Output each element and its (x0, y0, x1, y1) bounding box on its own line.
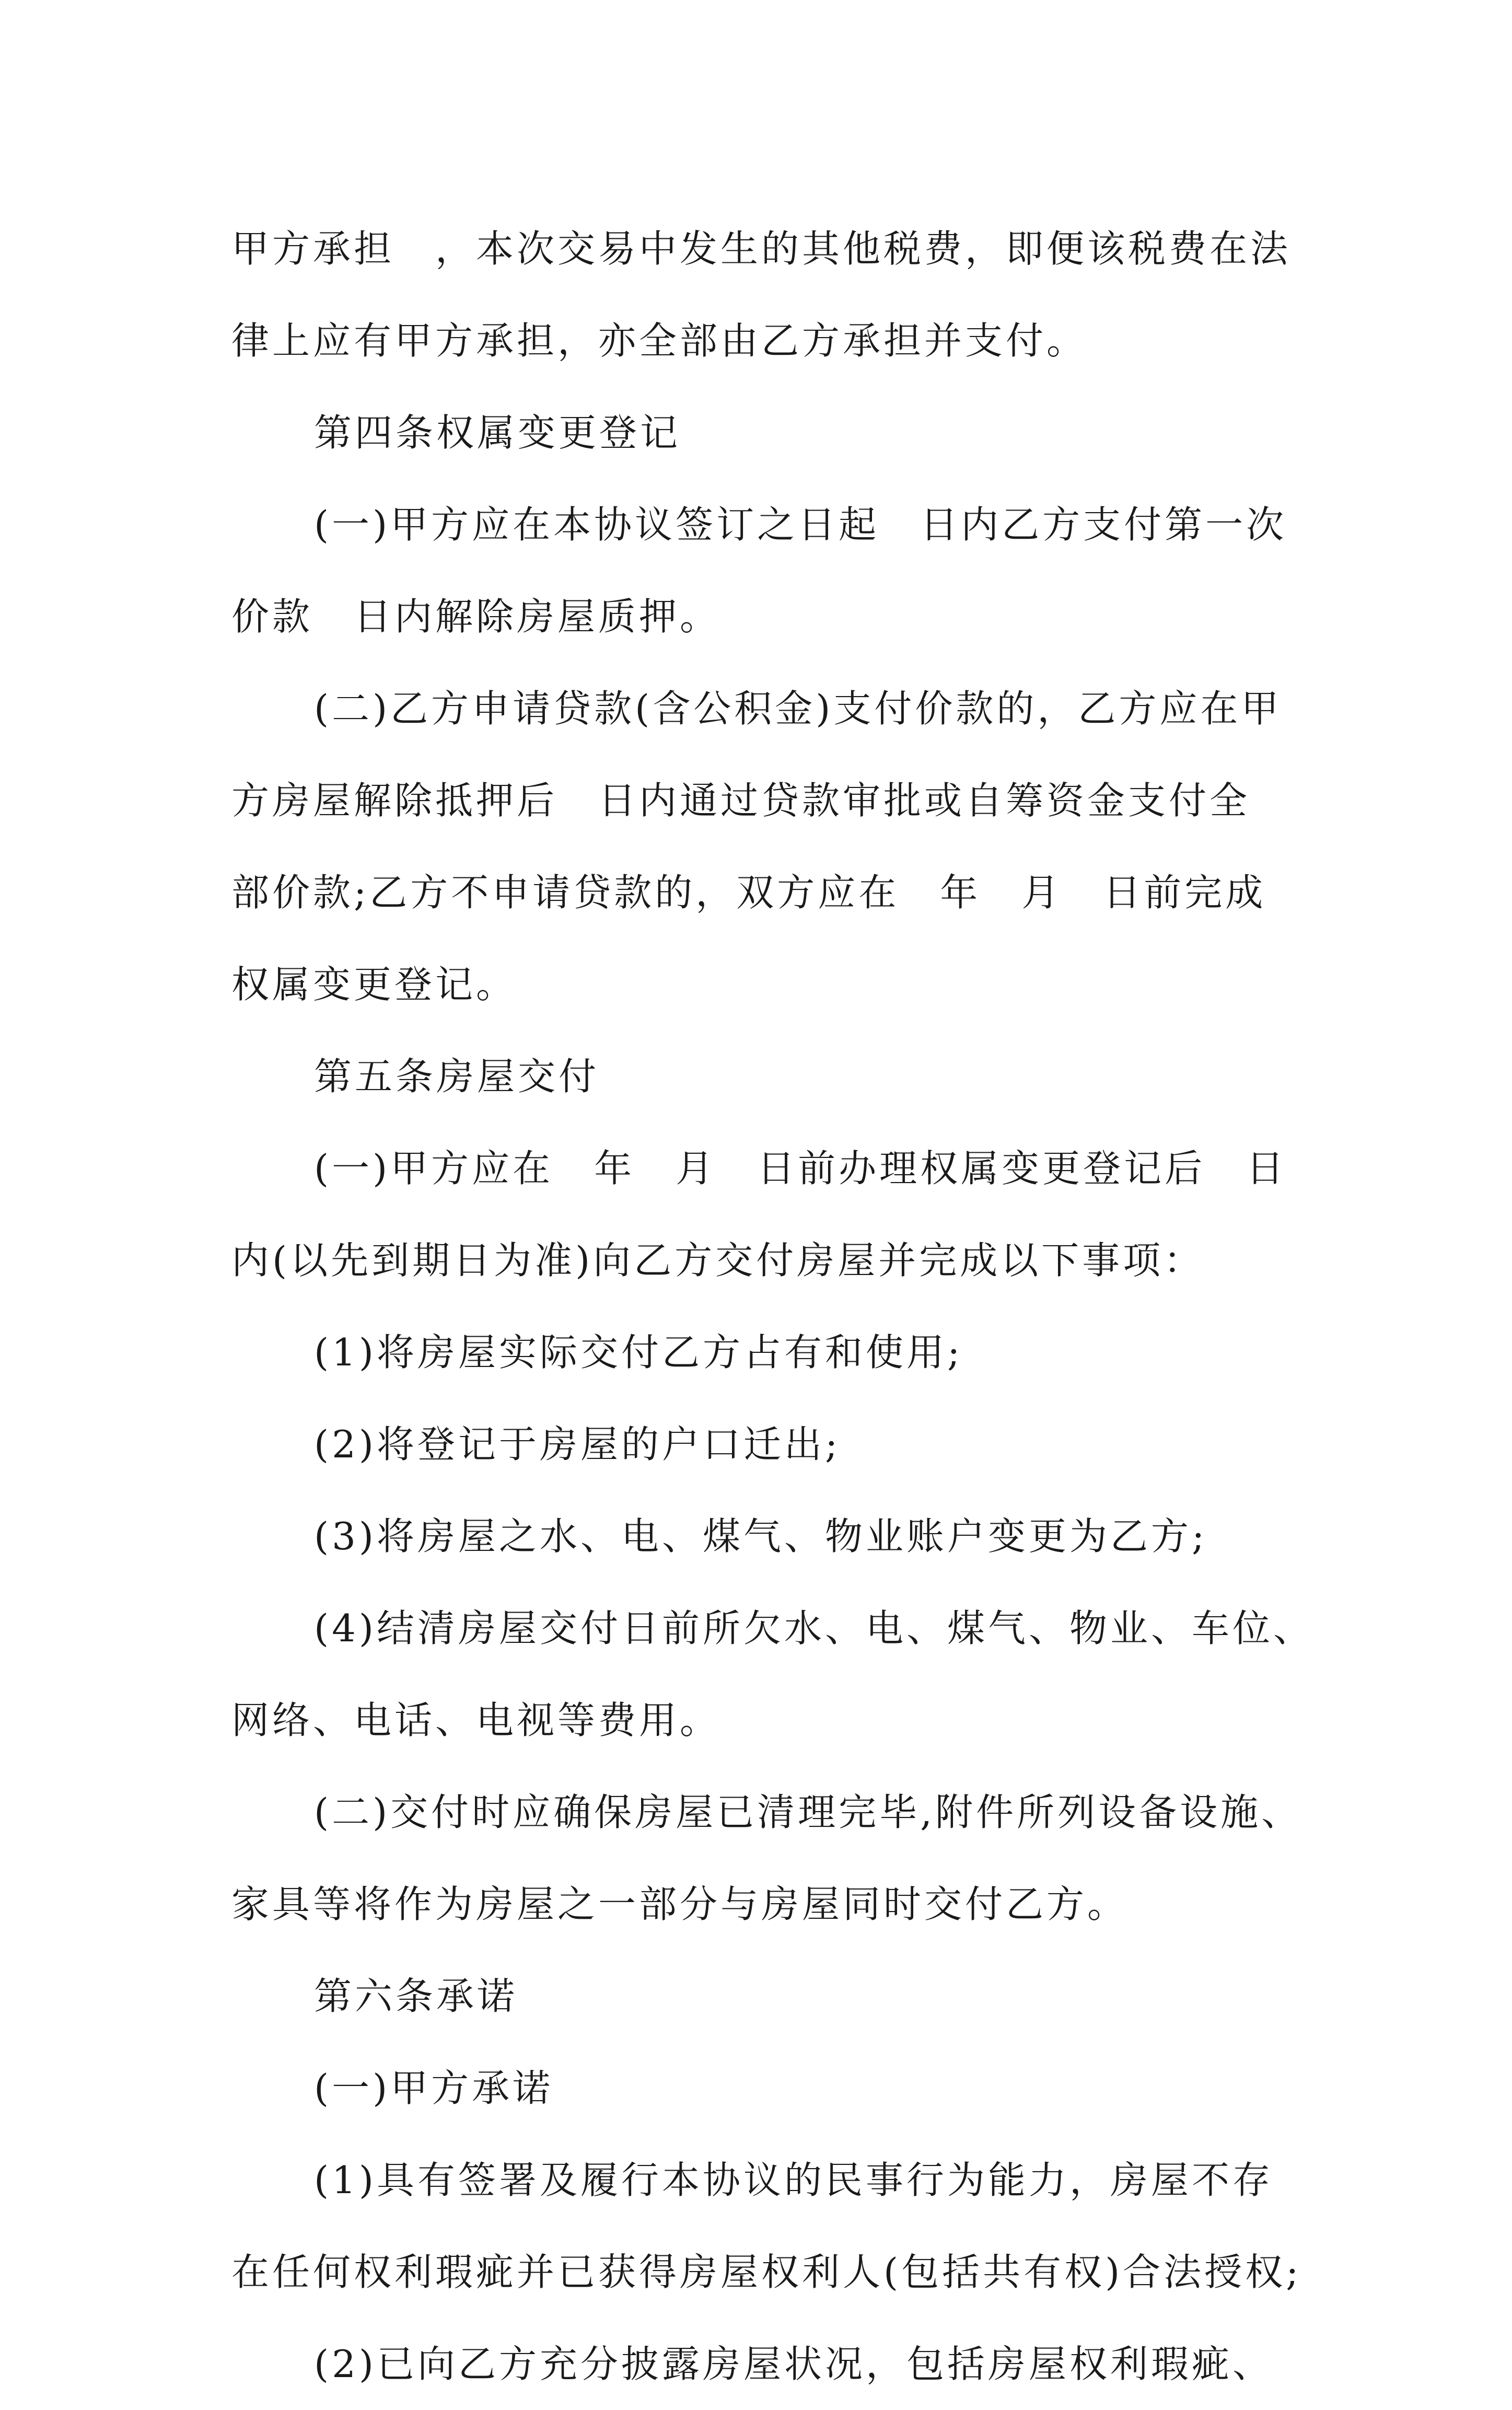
text-line: (一)甲方应在 年 月 日前办理权属变更登记后 日 (314, 1146, 1287, 1190)
text-line: 甲方承担 ，本次交易中发生的其他税费，即便该税费在法 (231, 227, 1292, 271)
text-line: 内(以先到期日为准)向乙方交付房屋并完成以下事项： (231, 1238, 1205, 1282)
text-line: 网络、电话、电视等费用。 (231, 1698, 721, 1742)
list-item: (3)将房屋之水、电、煤气、物业账户变更为乙方; (314, 1514, 1208, 1558)
text-line: 家具等将作为房屋之一部分与房屋同时交付乙方。 (231, 1882, 1129, 1926)
section-heading: 第五条房屋交付 (314, 1055, 600, 1098)
list-item: (2)已向乙方充分披露房屋状况，包括房屋权利瑕疵、 (314, 2342, 1273, 2386)
section-heading: 第四条权属变更登记 (314, 411, 681, 455)
text-line: 方房屋解除抵押后 日内通过贷款审批或自筹资金支付全 (231, 779, 1251, 822)
subsection-heading: (一)甲方承诺 (314, 2066, 554, 2110)
text-line: 部价款;乙方不申请贷款的，双方应在 年 月 日前完成 (231, 871, 1266, 914)
section-heading: 第六条承诺 (314, 1974, 518, 2018)
text-line: (二)交付时应确保房屋已清理完毕,附件所列设备设施、 (314, 1790, 1302, 1834)
list-item: (1)具有签署及履行本协议的民事行为能力，房屋不存 (314, 2158, 1273, 2202)
text-line: 在任何权利瑕疵并已获得房屋权利人(包括共有权)合法授权; (231, 2250, 1302, 2294)
list-item: (2)将登记于房屋的户口迁出; (314, 1422, 841, 1466)
text-line: (二)乙方申请贷款(含公积金)支付价款的，乙方应在甲 (314, 687, 1282, 731)
document-body (231, 203, 1314, 2410)
text-line: 权属变更登记。 (231, 963, 517, 1006)
list-item: (1)将房屋实际交付乙方占有和使用; (314, 1330, 963, 1374)
text-line: (一)甲方应在本协议签订之日起 日内乙方支付第一次 (314, 503, 1287, 547)
text-line: 律上应有甲方承担，亦全部由乙方承担并支付。 (231, 319, 1088, 363)
text-line: 价款 日内解除房屋质押。 (231, 595, 721, 639)
list-item: (4)结清房屋交付日前所欠水、电、煤气、物业、车位、 (314, 1606, 1314, 1650)
